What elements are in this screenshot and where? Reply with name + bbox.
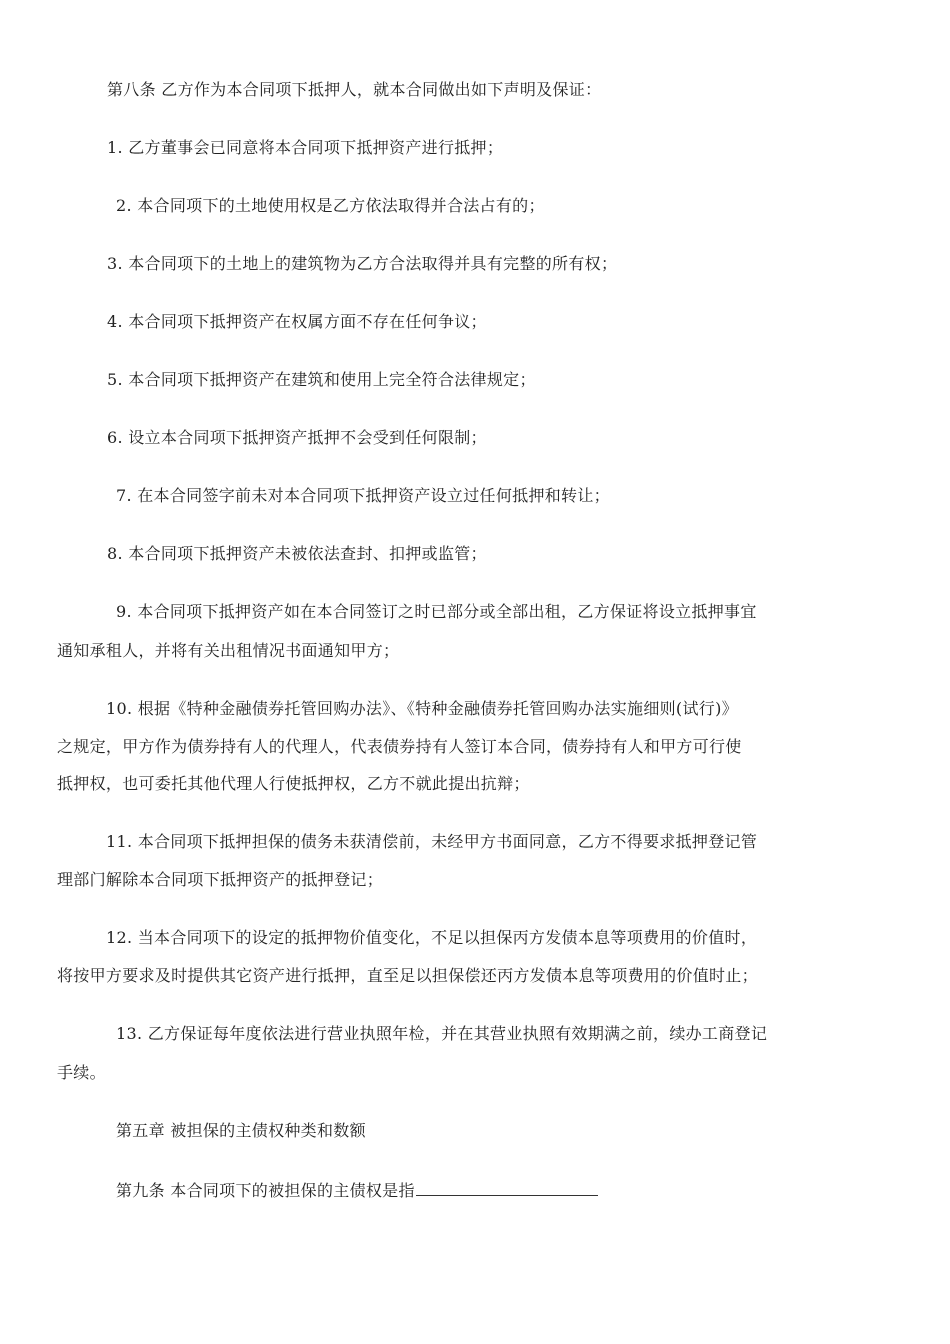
list-item-5: 5. 本合同项下抵押资产在建筑和使用上完全符合法律规定； bbox=[107, 370, 536, 389]
list-item-10-line-1: 10. 根据《特种金融债券托管回购办法》、《特种金融债券托管回购办法实施细则(试行)》 bbox=[106, 699, 738, 718]
list-item-8: 8. 本合同项下抵押资产未被依法查封、扣押或监管； bbox=[107, 544, 487, 563]
list-item-1: 1. 乙方董事会已同意将本合同项下抵押资产进行抵押； bbox=[107, 138, 504, 157]
list-item-2: 2. 本合同项下的土地使用权是乙方依法取得并合法占有的； bbox=[116, 196, 545, 215]
fill-in-blank bbox=[416, 1179, 598, 1196]
list-item-11-line-2: 理部门解除本合同项下抵押资产的抵押登记； bbox=[57, 870, 384, 889]
article-9-clause bbox=[116, 1179, 598, 1201]
article-8-heading: 第八条 乙方作为本合同项下抵押人，就本合同做出如下声明及保证： bbox=[107, 80, 602, 99]
list-item-9-line-2: 通知承租人，并将有关出租情况书面通知甲方； bbox=[57, 641, 400, 660]
list-item-3: 3. 本合同项下的土地上的建筑物为乙方合法取得并具有完整的所有权； bbox=[107, 254, 618, 273]
list-item-4: 4. 本合同项下抵押资产在权属方面不存在任何争议； bbox=[107, 312, 487, 331]
article-9-text: 第九条 本合同项下的被担保的主债权是指 bbox=[116, 1181, 415, 1200]
list-item-13-line-1: 13. 乙方保证每年度依法进行营业执照年检，并在其营业执照有效期满之前，续办工商登记 bbox=[116, 1024, 768, 1043]
list-item-11-line-1: 11. 本合同项下抵押担保的债务未获清偿前，未经甲方书面同意，乙方不得要求抵押登记管 bbox=[106, 832, 758, 851]
chapter-5-heading: 第五章 被担保的主债权种类和数额 bbox=[116, 1121, 366, 1140]
list-item-6: 6. 设立本合同项下抵押资产抵押不会受到任何限制； bbox=[107, 428, 487, 447]
list-item-13-line-2: 手续。 bbox=[57, 1063, 106, 1082]
list-item-12-line-1: 12. 当本合同项下的设定的抵押物价值变化，不足以担保丙方发债本息等项费用的价值时， bbox=[106, 928, 758, 947]
list-item-7: 7. 在本合同签字前未对本合同项下抵押资产设立过任何抵押和转让； bbox=[116, 486, 610, 505]
list-item-9-line-1: 9. 本合同项下抵押资产如在本合同签订之时已部分或全部出租，乙方保证将设立抵押事宜 bbox=[116, 602, 757, 621]
list-item-10-line-2: 之规定，甲方作为债券持有人的代理人，代表债券持有人签订本合同，债券持有人和甲方可行使 bbox=[57, 737, 742, 756]
list-item-10-line-3: 抵押权，也可委托其他代理人行使抵押权，乙方不就此提出抗辩； bbox=[57, 774, 530, 793]
list-item-12-line-2: 将按甲方要求及时提供其它资产进行抵押，直至足以担保偿还丙方发债本息等项费用的价值时止； bbox=[57, 966, 758, 985]
